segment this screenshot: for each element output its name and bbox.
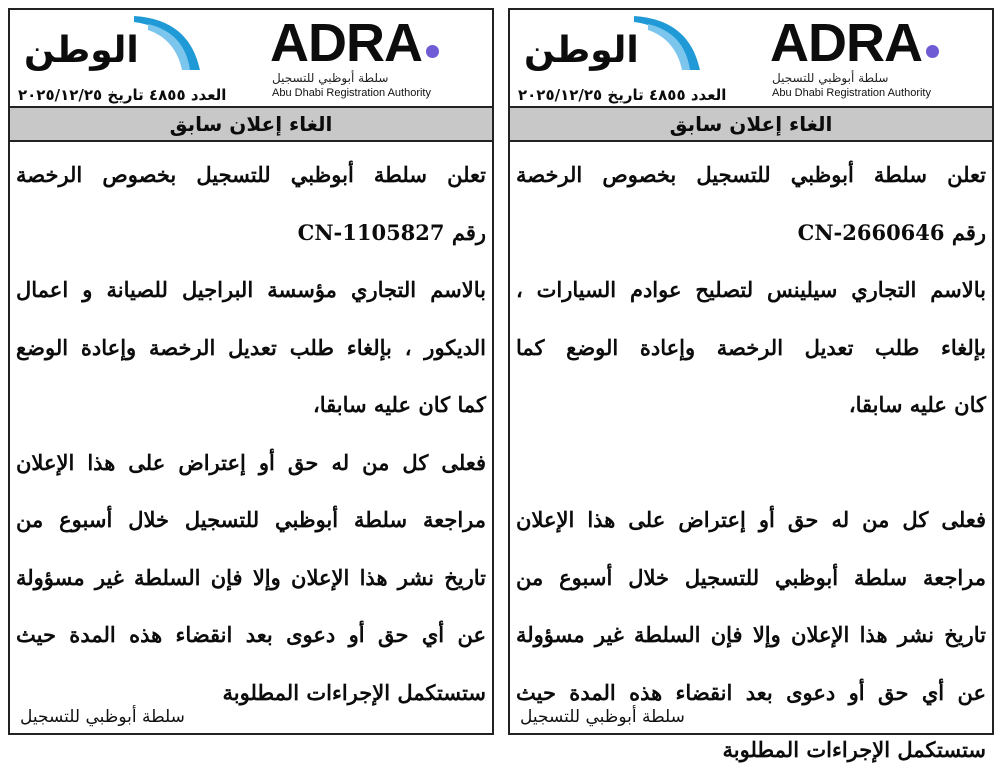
notice-line: تعلن سلطة أبوظبي للتسجيل بخصوص الرخصة <box>516 162 986 187</box>
watan-wordmark: الوطن <box>24 30 139 71</box>
alwatan-logo <box>516 12 706 84</box>
notice-line: مراجعة سلطة أبوظبي للتسجيل خلال أسبوع من <box>16 507 486 532</box>
notice-signature: سلطة أبوظبي للتسجيل <box>20 707 185 727</box>
adra-logo <box>770 13 980 99</box>
notice-line: بإلغاء طلب تعديل الرخصة وإعادة الوضع كما <box>516 334 986 360</box>
notice-line: بالاسم التجاري مؤسسة البراجيل للصيانة و اعمال <box>16 277 486 302</box>
notice-line: كما كان عليه سابقا، <box>312 392 486 417</box>
watan-wordmark: الوطن <box>524 30 639 71</box>
notice-signature: سلطة أبوظبي للتسجيل <box>520 707 685 727</box>
adra-dot-icon <box>926 45 939 58</box>
notice-card-1 <box>8 8 494 735</box>
adra-dot-icon <box>426 45 439 58</box>
notice-line: رقم CN-2660646 <box>797 219 986 245</box>
notice-header <box>510 10 992 106</box>
notice-line: فعلى كل من له حق أو إعتراض على هذا الإعلان <box>16 449 486 475</box>
notice-card-2 <box>508 8 994 762</box>
notice-line: عن أي حق أو دعوى بعد انقضاء هذه المدة حيث <box>516 679 986 705</box>
notice-title: الغاء إعلان سابق <box>510 106 992 142</box>
notice-line: فعلى كل من له حق أو إعتراض على هذا الإعلان <box>516 507 986 532</box>
issue-line: العدد ٤٨٥٥ تاريخ ٢٠٢٥/١٢/٢٥ <box>18 86 227 104</box>
adra-arabic-name: سلطة أبوظبي للتسجيل <box>772 71 889 85</box>
notice-line: عن أي حق أو دعوى بعد انقضاء هذه المدة حيث <box>16 622 486 647</box>
notice-line: تاريخ نشر هذا الإعلان وإلا فإن السلطة غير مسؤولة <box>16 564 486 590</box>
adra-arabic-name: سلطة أبوظبي للتسجيل <box>272 71 389 85</box>
notice-line: تاريخ نشر هذا الإعلان وإلا فإن السلطة غير مسؤولة <box>516 622 986 647</box>
notice-body <box>510 142 992 779</box>
notice-line: كان عليه سابقا، <box>848 392 986 417</box>
notice-body <box>10 142 492 721</box>
notice-header <box>10 10 492 106</box>
notice-line: مراجعة سلطة أبوظبي للتسجيل خلال أسبوع من <box>516 564 986 590</box>
notice-line: رقم CN-1105827 <box>297 219 486 245</box>
alwatan-logo <box>16 12 206 84</box>
adra-english-name: Abu Dhabi Registration Authority <box>272 87 431 99</box>
adra-logo <box>270 13 480 99</box>
adra-wordmark: ADRA <box>770 13 922 73</box>
adra-english-name: Abu Dhabi Registration Authority <box>772 87 931 99</box>
notice-line-blank <box>516 434 986 492</box>
notice-line: تعلن سلطة أبوظبي للتسجيل بخصوص الرخصة <box>16 162 486 187</box>
issue-line: العدد ٤٨٥٥ تاريخ ٢٠٢٥/١٢/٢٥ <box>518 86 727 104</box>
notice-line: ستستكمل الإجراءات المطلوبة <box>722 737 986 762</box>
notice-title: الغاء إعلان سابق <box>10 106 492 142</box>
notice-line: بالاسم التجاري سيلينس لتصليح عوادم السيارات ، <box>516 277 986 302</box>
adra-wordmark: ADRA <box>270 13 422 73</box>
notice-line: ستستكمل الإجراءات المطلوبة <box>222 679 486 705</box>
notice-line: الديكور ، بإلغاء طلب تعديل الرخصة وإعادة الوضع <box>16 334 486 360</box>
